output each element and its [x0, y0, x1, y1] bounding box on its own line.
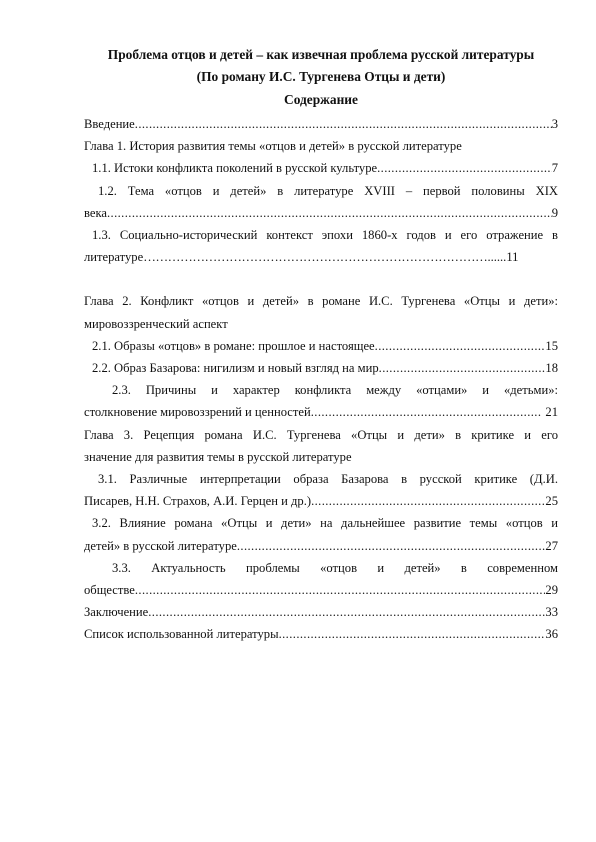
toc-page-number: 36 — [545, 627, 558, 642]
toc-page-number: 27 — [545, 538, 558, 553]
toc-entry-conclusion — [84, 601, 558, 623]
toc-chapter-3-line2: значение для развития темы в русской литературе — [84, 449, 352, 464]
toc-entry-2-1 — [84, 335, 558, 357]
toc-leader-ellipsis: ………………………………………………………………………… — [143, 250, 488, 265]
toc-page-number: 29 — [545, 583, 558, 598]
toc-entry-label: столкновение мировоззрений и ценностей — [84, 405, 311, 420]
contents-heading: Содержание — [284, 92, 358, 107]
toc-entry-3-1-line1: 3.1. Различные интерпретации образа Базарова в русской критике (Д.И. — [98, 472, 558, 487]
toc-entry-label: обществе — [84, 583, 135, 598]
table-of-contents — [84, 113, 558, 646]
toc-leader-dots — [135, 579, 546, 601]
toc-entry-2-2 — [84, 357, 558, 379]
toc-entry-3-2-line1: 3.2. Влияние романа «Отцы и дети» на дальнейшее развитие темы «отцов и — [92, 516, 558, 531]
toc-entry-references — [84, 623, 558, 645]
toc-entry-2-3-line1: 2.3. Причины и характер конфликта между «отцами» и «детьми»: — [112, 383, 558, 398]
document-page — [84, 40, 558, 646]
toc-entry-1-3-line2 — [84, 246, 558, 268]
toc-entry-3-3-line2 — [84, 579, 558, 601]
toc-entry-3-3-line1: 3.3. Актуальность проблемы «отцов и детей» в современном — [112, 560, 558, 575]
toc-leader-dots — [379, 357, 546, 379]
toc-entry-label: детей» в русской литературе — [84, 538, 237, 553]
toc-page-number: 9 — [551, 205, 558, 220]
toc-chapter-1: Глава 1. История развития темы «отцов и детей» в русской литературе — [84, 139, 462, 154]
toc-page-number: 7 — [551, 161, 558, 176]
toc-entry-label: 1.1. Истоки конфликта поколений в русской культуре — [92, 161, 378, 176]
toc-leader-dots — [377, 157, 552, 179]
toc-leader-dots — [311, 401, 543, 423]
toc-entry-label: века — [84, 205, 107, 220]
toc-entry-intro — [84, 113, 558, 135]
toc-chapter-2-line2: мировоззренческий аспект — [84, 316, 228, 331]
toc-entry-2-3-line2 — [84, 401, 558, 423]
toc-page-number: 25 — [545, 494, 558, 509]
toc-page-number: ......11 — [487, 250, 519, 265]
toc-entry-3-2-line2 — [84, 535, 558, 557]
document-subtitle: (По роману И.С. Тургенева Отцы и дети) — [196, 69, 446, 84]
toc-page-number: 18 — [545, 361, 558, 376]
toc-leader-dots — [237, 535, 546, 557]
toc-leader-dots — [148, 601, 545, 623]
toc-entry-label: Заключение — [84, 605, 149, 620]
spacer — [84, 268, 558, 290]
toc-entry-1-3-line1: 1.3. Социально-исторический контекст эпохи 1860-х годов и его отражение в — [92, 228, 558, 243]
toc-entry-label: Писарев, Н.Н. Страхов, А.И. Герцен и др.) — [84, 494, 312, 509]
toc-chapter-2-line1: Глава 2. Конфликт «отцов и детей» в романе И.С. Тургенева «Отцы и дети»: — [84, 294, 558, 309]
toc-leader-dots — [107, 202, 552, 224]
toc-leader-dots — [135, 113, 552, 135]
toc-page-number: 3 — [551, 117, 558, 131]
toc-page-number: 21 — [542, 405, 558, 420]
toc-leader-dots — [311, 490, 545, 512]
toc-entry-1-2-line1: 1.2. Тема «отцов и детей» в литературе XVIII – первой половины XIX — [98, 183, 558, 198]
toc-chapter-3-line1: Глава 3. Рецепция романа И.С. Тургенева «Отцы и дети» в критике и его — [84, 427, 558, 442]
toc-entry-1-1 — [84, 157, 558, 179]
toc-page-number: 15 — [545, 338, 558, 353]
toc-entry-1-2-line2 — [84, 202, 558, 224]
toc-leader-dots — [279, 623, 546, 645]
toc-entry-label: литературе — [84, 250, 144, 265]
toc-entry-label: 2.2. Образ Базарова: нигилизм и новый взгляд на мир — [92, 361, 379, 376]
toc-page-number: 33 — [545, 605, 558, 620]
toc-entry-label: Список использованной литературы — [84, 627, 279, 642]
document-title: Проблема отцов и детей – как извечная проблема русской литературы — [107, 47, 535, 62]
toc-entry-label: 2.1. Образы «отцов» в романе: прошлое и настоящее — [92, 338, 375, 353]
toc-entry-label: Введение — [84, 117, 135, 131]
toc-entry-3-1-line2 — [84, 490, 558, 512]
toc-leader-dots — [375, 335, 546, 357]
